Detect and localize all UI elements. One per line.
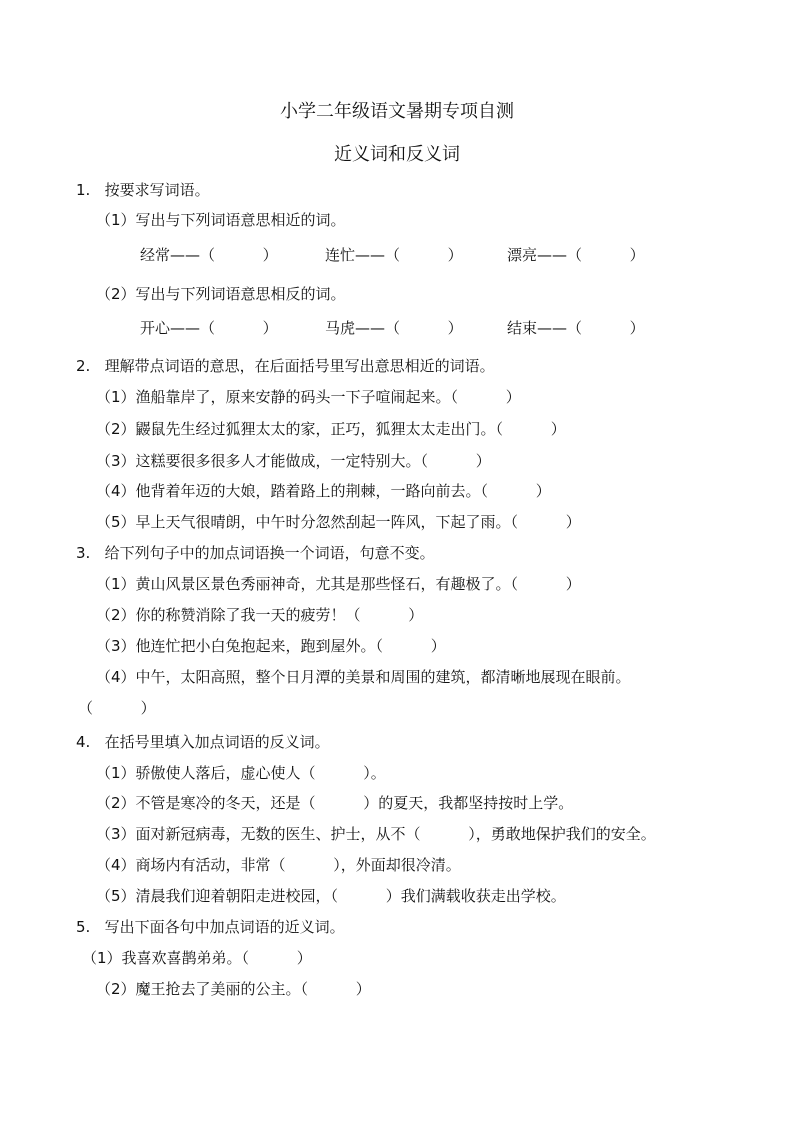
q3-heading: 3. 给下列句子中的加点词语换一个词语，句意不变。 [76, 544, 435, 562]
q2-item-1: （1）渔船靠岸了，原来安静的码头一下子喧闹起来。（ ） [96, 388, 521, 406]
q3-item-4-answer: （ ） [78, 699, 156, 717]
q1-part2-word-2: 马虎——（ ） [325, 319, 463, 337]
q3-item-3: （3）他连忙把小白兔抱起来，跑到屋外。（ ） [96, 637, 446, 655]
q4-item-2: （2）不管是寒冷的冬天，还是（ ）的夏天，我都坚持按时上学。 [96, 794, 574, 812]
q1-part1-word-1: 经常——（ ） [140, 246, 278, 264]
q4-item-3: （3）面对新冠病毒，无数的医生、护士，从不（ ），勇敢地保护我们的安全。 [96, 825, 656, 843]
q5-item-1: （1）我喜欢喜鹊弟弟。（ ） [82, 949, 312, 967]
q5-item-2: （2）魔王抢去了美丽的公主。（ ） [96, 980, 371, 998]
q1-part2: （2）写出与下列词语意思相反的词。 [96, 285, 346, 303]
q2-item-3: （3）这糕要很多很多人才能做成，一定特别大。（ ） [96, 452, 491, 470]
q4-item-1: （1）骄傲使人落后，虚心使人（ ）。 [96, 764, 386, 782]
q1-part1-word-3: 漂亮——（ ） [507, 246, 645, 264]
q4-item-4: （4）商场内有活动，非常（ ），外面却很冷清。 [96, 856, 461, 874]
q2-item-2: （2）鼹鼠先生经过狐狸太太的家，正巧，狐狸太太走出门。（ ） [96, 420, 566, 438]
q3-item-1: （1）黄山风景区景色秀丽神奇，尤其是那些怪石，有趣极了。（ ） [96, 575, 581, 593]
q4-heading: 4. 在括号里填入加点词语的反义词。 [76, 733, 330, 751]
q1-part2-word-3: 结束——（ ） [507, 319, 645, 337]
q1-part1: （1）写出与下列词语意思相近的词。 [96, 211, 346, 229]
q3-item-2: （2）你的称赞消除了我一天的疲劳！（ ） [96, 606, 424, 624]
q2-heading: 2. 理解带点词语的意思，在后面括号里写出意思相近的词语。 [76, 357, 495, 375]
q1-heading: 1. 按要求写词语。 [76, 181, 210, 199]
q2-item-4: （4）他背着年迈的大娘，踏着路上的荆棘，一路向前去。（ ） [96, 482, 551, 500]
page-title: 小学二年级语文暑期专项自测 [280, 101, 514, 122]
q2-item-5: （5）早上天气很晴朗，中午时分忽然刮起一阵风，下起了雨。（ ） [96, 513, 581, 531]
q3-item-4: （4）中午，太阳高照，整个日月潭的美景和周围的建筑，都清晰地展现在眼前。 [96, 668, 631, 686]
q1-part2-word-1: 开心——（ ） [140, 319, 278, 337]
page-subtitle: 近义词和反义词 [334, 144, 460, 165]
q1-part1-word-2: 连忙——（ ） [325, 246, 463, 264]
q5-heading: 5. 写出下面各句中加点词语的近义词。 [76, 918, 345, 936]
q4-item-5: （5）清晨我们迎着朝阳走进校园，（ ）我们满载收获走出学校。 [96, 887, 566, 905]
